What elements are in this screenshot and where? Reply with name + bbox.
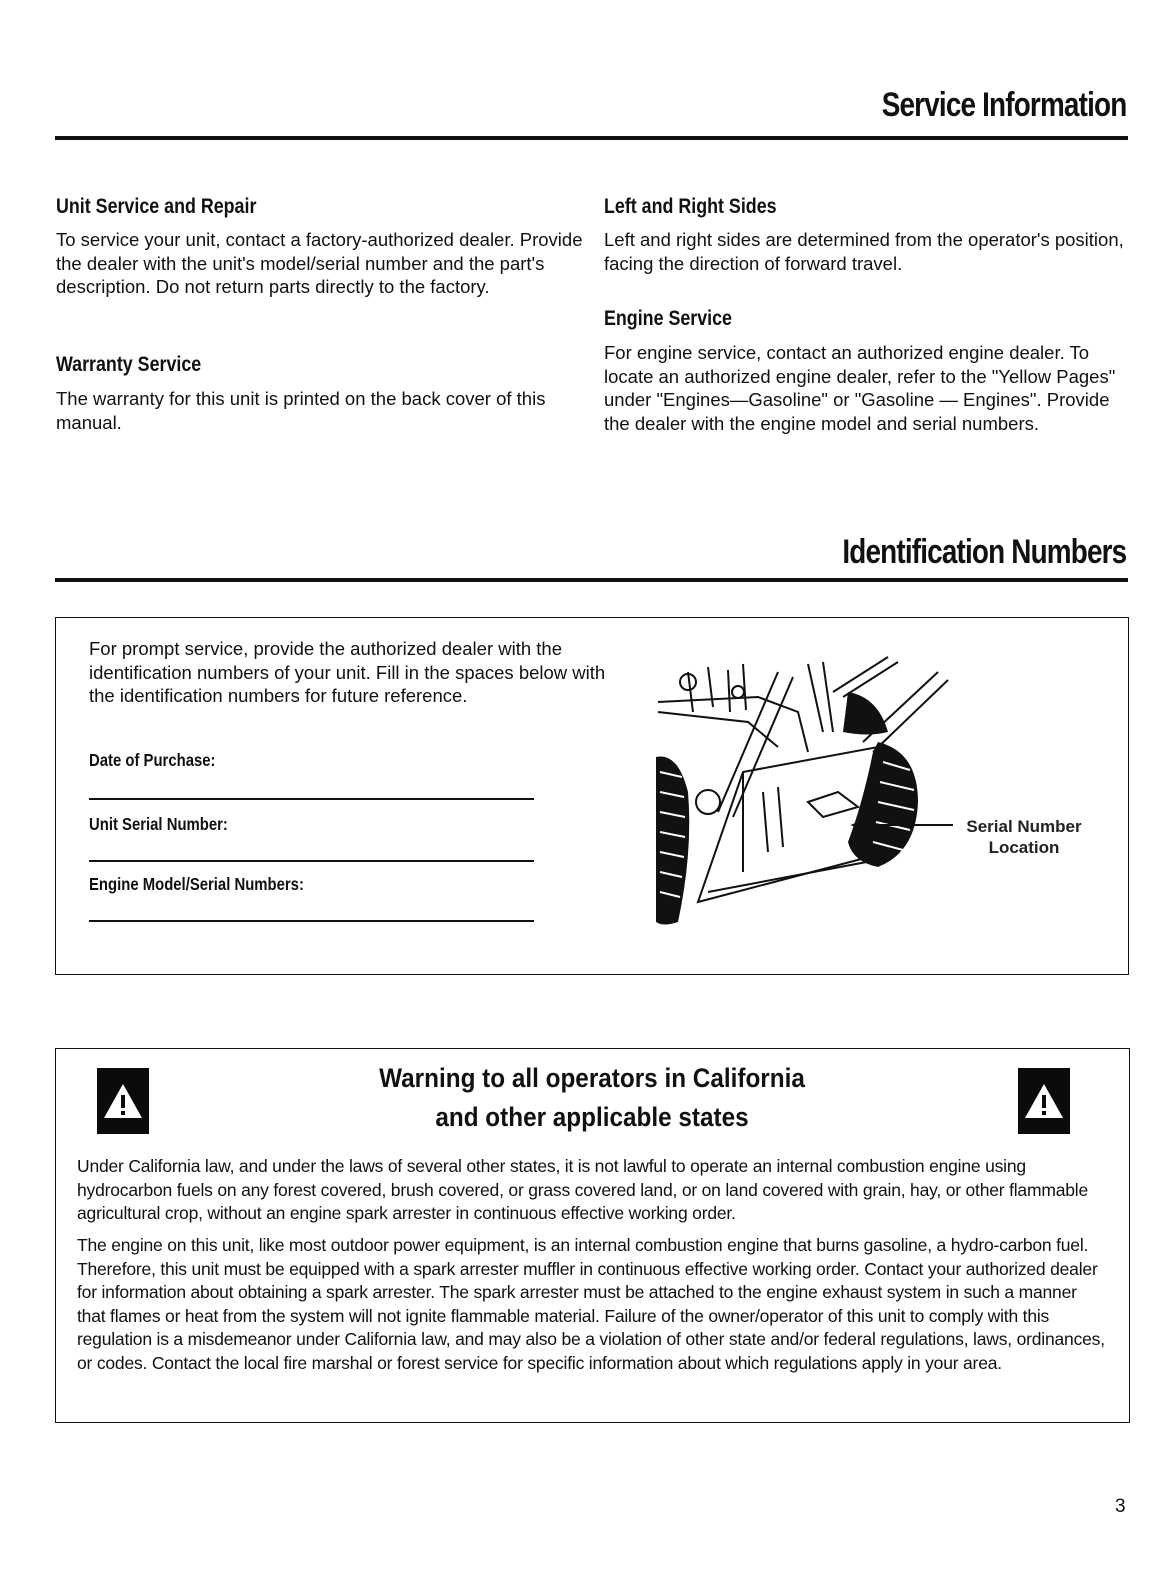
warning-paragraph-2: The engine on this unit, like most outdoor power equipment, is an internal combustion engine that burns gasoline, a hydro-carbon fuel. Therefore, this unit must be equipped with a spark arrester muffler in continuous effective working order. Contact your authorized dealer for information about obtaining a spark arrester. The spark arrester must be attached to the engine exhaust system in such a manner that flames or heat from the system will not ignite flammable material. Failure of the owner/operator of this unit to comply with this regulation is a misdemeanor under California law, and may also be a violation of other state and/or federal regulations, laws, ordinances, or codes. Contact the local fire marshal or forest service for specific information about which regulations apply in your area. <box>77 1235 1105 1373</box>
service-information-rule <box>55 136 1128 140</box>
page-number: 3 <box>1115 1496 1126 1517</box>
engine-service-heading: Engine Service <box>604 307 732 330</box>
identification-numbers-rule <box>55 578 1128 582</box>
engine-model-serial-line[interactable] <box>89 920 534 922</box>
warning-title-line-2: and other applicable states <box>435 1102 749 1132</box>
engine-model-serial-label: Engine Model/Serial Numbers: <box>89 874 304 894</box>
left-right-sides-body: Left and right sides are determined from the operator's position, facing the direction of forward travel. <box>604 229 1124 274</box>
warning-paragraph-1: Under California law, and under the laws of several other states, it is not lawful to operate an internal combustion engine using hydrocarbon fuels on any forest covered, brush covered, or grass covered land, or on land covered with grain, hay, or other flammable agricultural crop, without an engine spark arrester in continuous effective working order. <box>77 1156 1088 1223</box>
warranty-service-heading: Warranty Service <box>56 353 202 376</box>
left-right-sides-heading: Left and Right Sides <box>604 195 777 218</box>
identification-intro: For prompt service, provide the authorized dealer with the identification numbers of your unit. Fill in the spaces below with the identification numbers for future reference. <box>89 638 606 706</box>
warning-title-line-1: Warning to all operators in California <box>379 1063 805 1093</box>
serial-number-location-callout <box>948 816 1100 858</box>
callout-line-1: Serial Number <box>966 817 1082 836</box>
unit-serial-number-label: Unit Serial Number: <box>89 814 228 834</box>
service-information-title: Service Information <box>881 86 1126 124</box>
unit-serial-number-line[interactable] <box>89 860 534 862</box>
warranty-service-body: The warranty for this unit is printed on the back cover of this manual. <box>56 388 546 433</box>
engine-service-body: For engine service, contact an authorized engine dealer. To locate an authorized engine dealer, refer to the "Yellow Pages" under "Engines—Gasoline" or "Gasoline — Engines". Provide the dealer with the engine model and serial numbers. <box>604 342 1116 434</box>
unit-service-heading: Unit Service and Repair <box>56 195 257 218</box>
unit-service-body: To service your unit, contact a factory-authorized dealer. Provide the dealer with the unit's model/serial number and the part's description. Do not return parts directly to the factory. <box>56 229 583 297</box>
date-of-purchase-label: Date of Purchase: <box>89 750 216 770</box>
warning-triangle-icon-right <box>1018 1068 1070 1134</box>
warning-triangle-icon-left <box>97 1068 149 1134</box>
date-of-purchase-line[interactable] <box>89 798 534 800</box>
callout-line-2: Location <box>988 838 1060 857</box>
identification-numbers-title: Identification Numbers <box>841 533 1126 571</box>
serial-number-location-illustration <box>648 652 968 932</box>
